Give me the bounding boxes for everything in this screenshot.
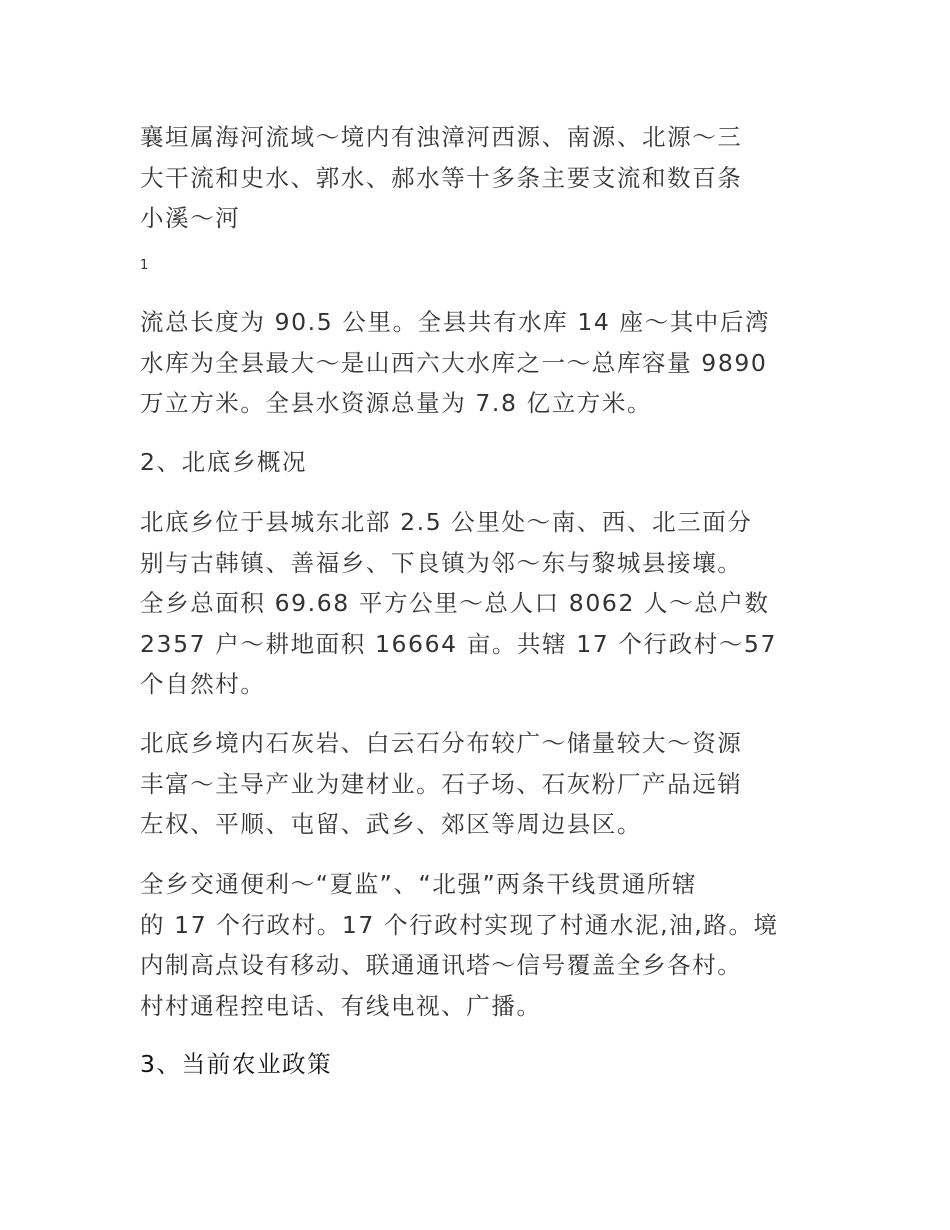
paragraph-reservoirs [140, 302, 820, 424]
text-line: 别与古韩镇、善福乡、下良镇为邻～东与黎城县接壤。 [140, 548, 743, 577]
text-line: 流总长度为 90.5 公里。全县共有水库 14 座～其中后湾 [140, 308, 771, 336]
text-line: 万立方米。全县水资源总量为 7.8 亿立方米。 [140, 389, 653, 417]
section-heading-agri-policy [140, 1044, 820, 1085]
text-line: 北底乡境内石灰岩、白云石分布较广～储量较大～资源 [140, 729, 743, 757]
text-line: 襄垣属海河流域～境内有浊漳河西源、南源、北源～三 [140, 123, 743, 151]
text-line: 村村通程控电话、有线电视、广播。 [140, 991, 542, 1020]
text-line: 全乡总面积 69.68 平方公里～总人口 8062 人～总户数 [140, 589, 770, 617]
section-heading-beidi-overview [140, 442, 820, 483]
text-line: 全乡交通便利～“夏监”、“北强”两条干线贯通所辖 [140, 870, 698, 898]
text-line: 大干流和史水、郭水、郝水等十多条主要支流和数百条 [140, 163, 743, 192]
paragraph-river-basin [140, 117, 820, 239]
paragraph-beidi-resources [140, 723, 820, 845]
paragraph-beidi-transport [140, 864, 820, 1026]
text-line: 小溪～河 [140, 204, 241, 232]
text-line: 左权、平顺、屯留、武乡、郊区等周边县区。 [140, 810, 642, 838]
heading-text: 3、当前农业政策 [140, 1050, 333, 1078]
text-line: 丰富～主导产业为建材业。石子场、石灰粉厂产品远销 [140, 769, 743, 798]
paragraph-beidi-location [140, 502, 820, 705]
text-line: 2357 户～耕地面积 16664 亩。共辖 17 个行政村～57 [140, 629, 778, 658]
text-line: 的 17 个行政村。17 个行政村实现了村通水泥,油,路。境 [140, 910, 779, 939]
heading-text: 2、北底乡概况 [140, 448, 308, 476]
text-line: 个自然村。 [140, 670, 266, 698]
text-line: 水库为全县最大～是山西六大水库之一～总库容量 9890 [140, 348, 768, 377]
text-line: 北底乡位于县城东北部 2.5 公里处～南、西、北三面分 [140, 508, 753, 536]
text-line: 内制高点设有移动、联通通讯塔～信号覆盖全乡各村。 [140, 951, 743, 979]
footnote-marker: 1 [140, 258, 149, 273]
